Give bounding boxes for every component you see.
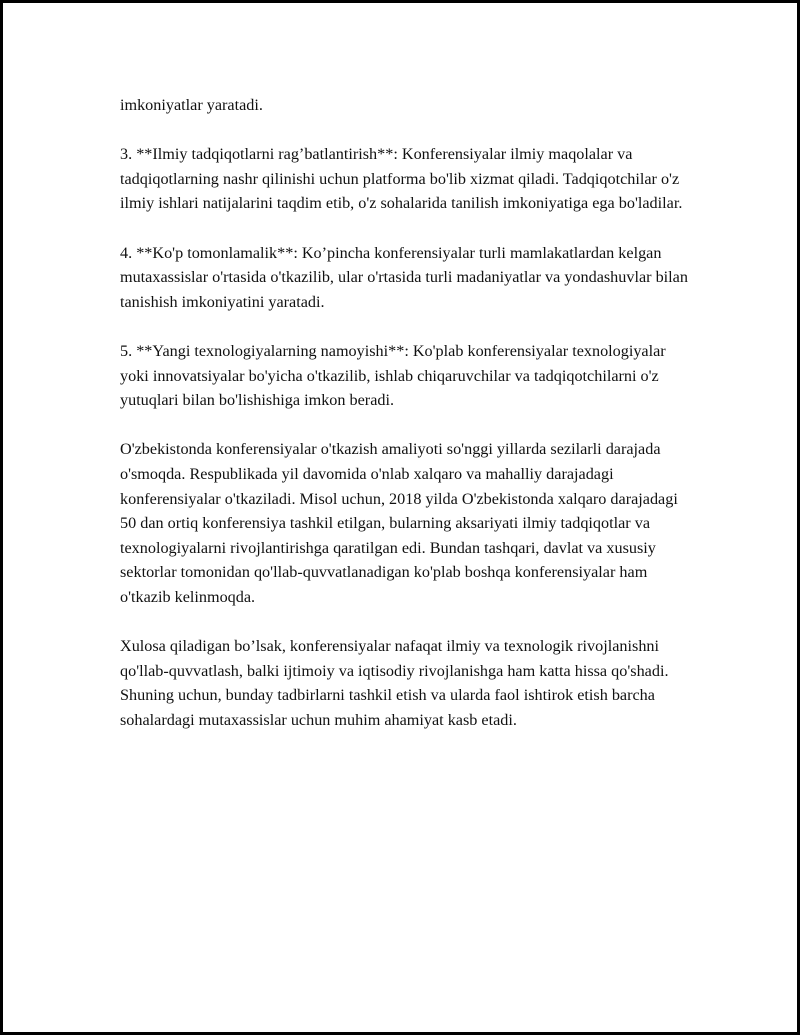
paragraph-item-5: 5. **Yangi texnologiyalarning namoyishi**: Ko'plab konferensiyalar texnologiyalar yoki innovatsiyalar bo'yicha o'tkazilib, ishlab chiqaruvchilar va tadqiqotchilarni o'z yutuqlari bilan bo'lishishiga imkon beradi. (120, 341, 666, 410)
paragraph-item-3: 3. **Ilmiy tadqiqotlarni rag’batlantirish**: Konferensiyalar ilmiy maqolalar va tadqiqotlarning nashr qilinishi uchun platforma bo'lib xizmat qiladi. Tadqiqotchilar o'z ilmiy ishlari natijalarini taqdim etib, o'z sohalarida tanilish imkoniyatiga ega bo'ladilar. (120, 145, 683, 213)
paragraph-uzbekistan: O'zbekistonda konferensiyalar o'tkazish amaliyoti so'nggi yillarda sezilarli darajada o'smoqda. Respublikada yil davomida o'nlab xalqaro va mahalliy darajadagi konferensiyalar o'tkaziladi. Misol uchun, 2018 yilda O'zbekistonda xalqaro darajadagi 50 dan ortiq konferensiya tashkil etilgan, bularning aksariyati ilmiy tadqiqotlar va texnologiyalarni rivojlantirishga qaratilgan edi. Bundan tashqari, davlat va xususiy sektorlar tomonidan qo'llab-quvvatlanadigan ko'plab boshqa konferensiyalar ham o'tkazib kelinmoqda. (120, 440, 678, 606)
paragraph-conclusion: Xulosa qiladigan bo’lsak, konferensiyalar nafaqat ilmiy va texnologik rivojlanishni qo'llab-quvvatlash, balki ijtimoiy va iqtisodiy rivojlanishga ham katta hissa qo'shadi. Shuning uchun, bunday tadbirlarni tashkil etish va ularda faol ishtirok etish barcha sohalardagi mutaxassislar uchun muhim ahamiyat kasb etadi. (120, 637, 669, 729)
paragraph-item-4: 4. **Ko'p tomonlamalik**: Ko’pincha konferensiyalar turli mamlakatlardan kelgan mutaxassislar o'rtasida o'tkazilib, ular o'rtasida turli madaniyatlar va yondashuvlar bilan tanishish imkoniyatini yaratadi. (120, 243, 688, 311)
document-body (120, 93, 688, 732)
paragraph-continuation: imkoniyatlar yaratadi. (120, 96, 263, 114)
